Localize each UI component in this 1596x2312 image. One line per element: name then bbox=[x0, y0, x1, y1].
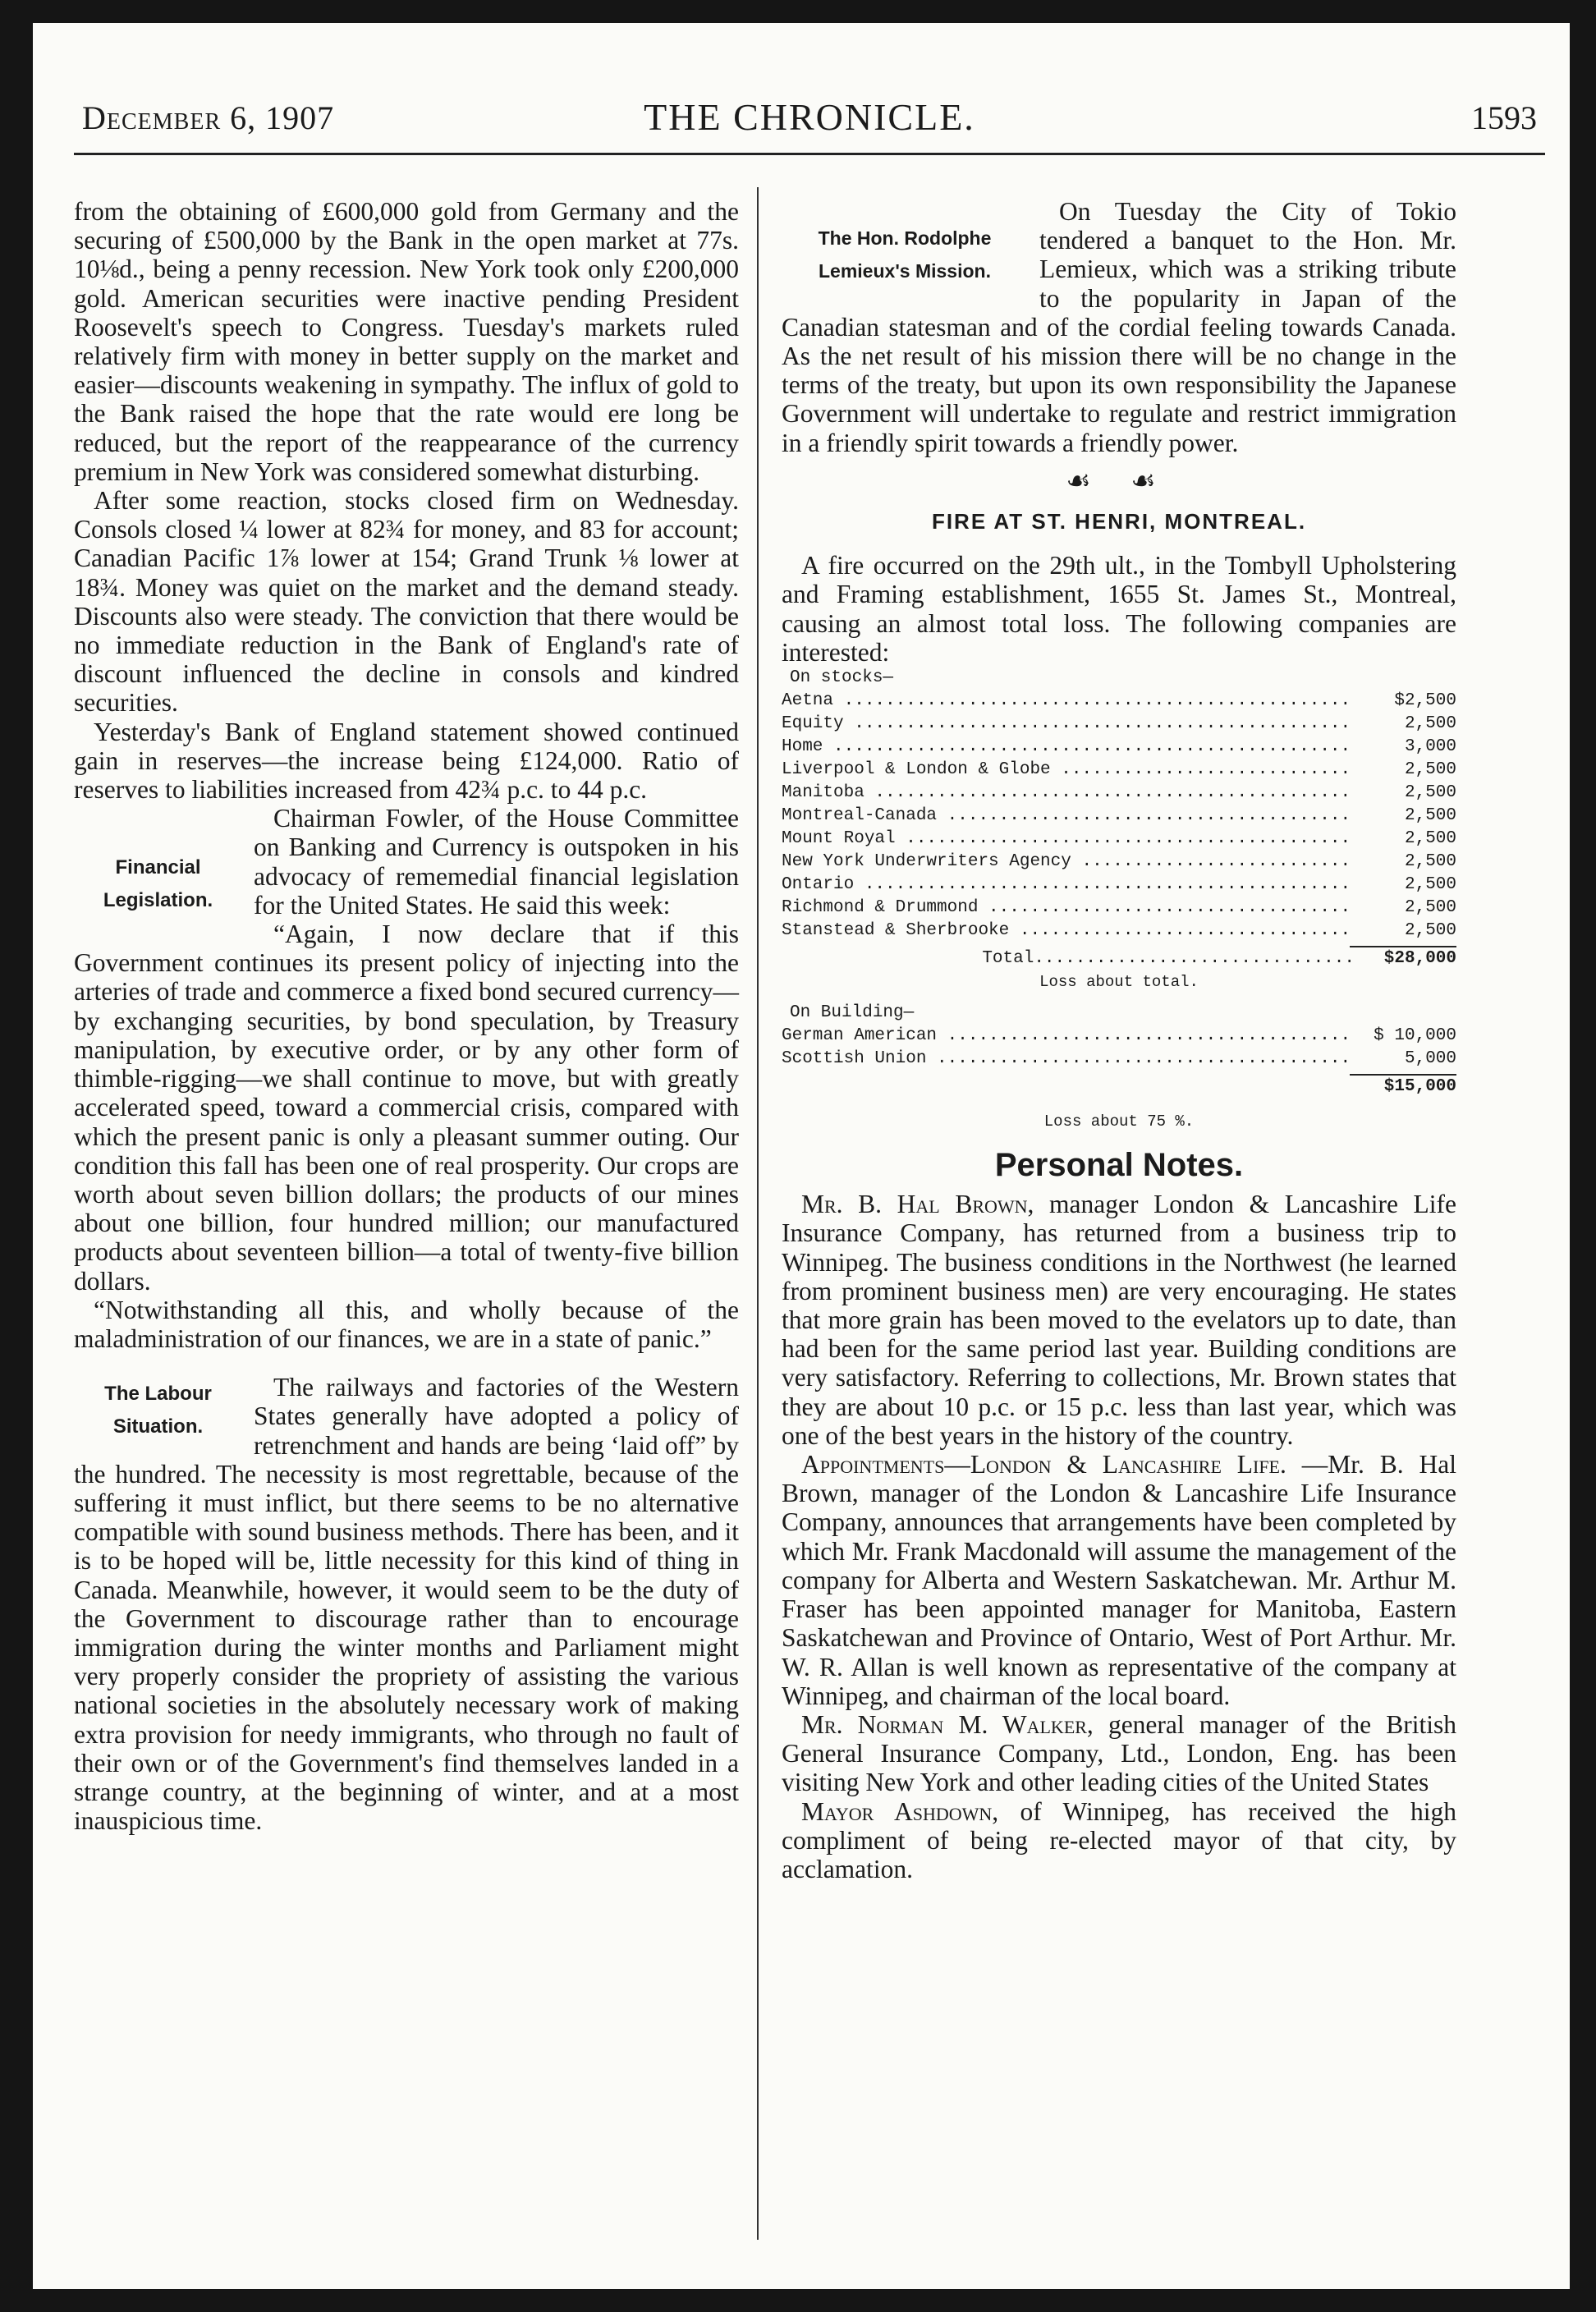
table-row bbox=[782, 874, 1456, 897]
table-section-label: On stocks— bbox=[790, 668, 894, 688]
sidehead-lemieux-mission: The Hon. Rodolphe Lemieux's Mission. bbox=[818, 227, 992, 282]
page-header bbox=[82, 90, 1537, 148]
company-name: German American ..... bbox=[782, 1025, 1355, 1048]
personal-notes-heading: Personal Notes. bbox=[994, 1147, 1244, 1184]
table-row bbox=[782, 1048, 1456, 1071]
company-name: Equity ..... bbox=[782, 713, 1355, 736]
company-name: Montreal-Canada ..... bbox=[782, 805, 1355, 828]
ornament: ☙ ☙ bbox=[1066, 466, 1172, 497]
table-row bbox=[782, 736, 1456, 759]
sidehead-financial-legislation: Financial Legislation. bbox=[103, 856, 213, 912]
paragraph: “Again, I now declare that if this Government continues its present policy of injecting into the arteries of trade and commerce a fixed bond secured currency—by exchanging securities, by bond speculation, by Treasury manipulation, by executive order, or by any other form of thimble-rigging—we shall continue to move, but with greatly accelerated speed, toward a commercial crisis, compared with which the present panic is only a pleasant summer outing. Our condition this fall has been one of real prosperity. Our crops are worth about seven billion dollars; the products of our mines about one billion, four hundred million; our manufactured products about seventeen billion—a total of twenty-five billion dollars. bbox=[74, 920, 739, 1296]
company-amount: 2,500 bbox=[1404, 921, 1456, 941]
table-section-label: On Building— bbox=[790, 1003, 915, 1023]
newspaper-page bbox=[33, 23, 1570, 2289]
paragraph: After some reaction, stocks closed firm on Wednesday. Consols closed ¼ lower at 82¾ for money, and 83 for account; Canadian Pacific 1⅞ lower at 154; Grand Trunk ⅛ lower at 18¾. Money was quiet on the market and the demand steady. Discounts also were steady. The conviction that there would be no immediate reduction in the Bank of England's rate of discount influenced the decline in consols and kindred securities. bbox=[74, 486, 739, 718]
note-paragraph: Mr. B. Hal Brown, manager London & Lancashire Life Insurance Company, has returned from a business trip to Winnipeg. The business conditions in the Northwest (he learned from prominent business men) are very encouraging. He states that more grain has been moved to the evelators up to date, than had been for the same period last year. Building conditions are very satisfactory. Referring to collections, Mr. Brown states that they are about 10 p.c. or 15 p.c. less than last year, which was one of the best years in the history of the country. bbox=[782, 1190, 1456, 1450]
note-paragraph: Mayor Ashdown, of Winnipeg, has received the high compliment of being re-elected mayor of that city, by acclamation. bbox=[782, 1796, 1456, 1883]
company-name: New York Underwriters Agency ..... bbox=[782, 851, 1355, 874]
company-name: Scottish Union ..... bbox=[782, 1048, 1355, 1071]
paragraph: Yesterday's Bank of England statement showed continued gain in reserves—the increase being £124,000. Ratio of reserves to liabilities increased from 42¾ p.c. to 44 p.c. bbox=[74, 717, 739, 805]
total-label: Total............................... bbox=[982, 949, 1355, 969]
column-divider bbox=[757, 187, 759, 2240]
company-name: Home ..... bbox=[782, 736, 1355, 759]
company-name: Stanstead & Sherbrooke ..... bbox=[782, 920, 1355, 943]
total-amount: $28,000 bbox=[1383, 949, 1456, 969]
loss-note: Loss about total. bbox=[1039, 973, 1199, 992]
total-row bbox=[782, 947, 1456, 970]
loss-note: Loss about 75 %. bbox=[1043, 1112, 1195, 1131]
issue-date: December 6, 1907 bbox=[82, 99, 335, 136]
total-row bbox=[782, 1076, 1456, 1099]
paragraph: A fire occurred on the 29th ult., in the Tombyll Upholstering and Framing establishment, 1655 St. James St., Montreal, causing an almost total loss. The following companies are interested: bbox=[782, 551, 1456, 667]
sidehead-labour-situation: The Labour Situation. bbox=[104, 1383, 212, 1438]
publication-title: THE CHRONICLE. bbox=[644, 96, 975, 138]
table-row bbox=[782, 920, 1456, 943]
company-amount: 5,000 bbox=[1404, 1049, 1456, 1069]
company-name: Manitoba ..... bbox=[782, 782, 1355, 805]
stocks-rows bbox=[782, 690, 1456, 943]
fire-heading: FIRE AT ST. HENRI, MONTREAL. bbox=[931, 509, 1307, 534]
company-amount: 2,500 bbox=[1404, 714, 1456, 734]
company-name: Richmond & Drummond ..... bbox=[782, 897, 1355, 920]
paragraph: On Tuesday the City of Tokio tendered a banquet to the Hon. Mr. Lemieux, which was a striking tribute to the popularity in Japan of the Canadian statesman and of the cordial feeling towards Canada. As the net result of his mission there will be no change in the terms of the treaty, but upon its own responsibility the Japanese Government will undertake to regulate and restrict immigration in a friendly spirit towards a friendly power. bbox=[782, 197, 1456, 457]
table-row bbox=[782, 851, 1456, 874]
company-amount: $ 10,000 bbox=[1374, 1026, 1456, 1046]
paragraph: “Notwithstanding all this, and wholly because of the maladministration of our finances, we are in a state of panic.” bbox=[74, 1295, 739, 1353]
left-column bbox=[74, 197, 739, 1835]
page-number: 1593 bbox=[1471, 99, 1537, 136]
company-amount: 2,500 bbox=[1404, 875, 1456, 895]
company-amount: 3,000 bbox=[1404, 737, 1456, 757]
paragraph: from the obtaining of £600,000 gold from Germany and the securing of £500,000 by the Bank in the open market at 77s. 10⅛d., being a penny recession. New York took only £200,000 gold. American securities were inactive pending President Roosevelt's speech to Congress. Tuesday's markets ruled relatively firm with money in better supply on the market and easier—discounts weakening in sympathy. The influx of gold to the Bank raised the hope that the rate would ere long be reduced, but the report of the reappearance of the currency premium in New York was considered somewhat disturbing. bbox=[74, 197, 739, 486]
company-amount: 2,500 bbox=[1404, 783, 1456, 803]
company-amount: 2,500 bbox=[1404, 760, 1456, 780]
company-amount: $2,500 bbox=[1394, 691, 1456, 711]
paragraph: The railways and factories of the Western States generally have adopted a policy of retrenchment and hands are being ‘laid off” by the hundred. The necessity is most regrettable, because of the suffering it must inflict, but there seems to be no alternative compatible with sound business methods. There has been, and it is to be hoped will be, little necessity for this kind of thing in Canada. Meanwhile, however, it would seem to be the duty of the Government to discourage rather than to encourage immigration during the winter months and Parliament might very properly consider the propriety of assisting the various national societies in the absolutely necessary work of making extra provision for needy immigrants, who through no fault of their own or of the Government's find themselves landed in a strange country, at the beginning of winter, and at a most inauspicious time. bbox=[74, 1373, 739, 1836]
paragraph: Chairman Fowler, of the House Committee on Banking and Currency is outspoken in his advocacy of rememedial financial legislation for the United States. He said this week: bbox=[254, 804, 739, 920]
table-row bbox=[782, 828, 1456, 851]
company-amount: 2,500 bbox=[1404, 829, 1456, 849]
company-name: Aetna ..... bbox=[782, 690, 1355, 713]
note-paragraph: Mr. Norman M. Walker, general manager of the British General Insurance Company, Ltd., London, Eng. has been visiting New York and other leading cities of the United States bbox=[782, 1709, 1457, 1797]
note-paragraph: Appointments—London & Lancashire Life. —Mr. B. Hal Brown, manager of the London & Lancashire Life Insurance Company, announces that arrangements have been completed by which Mr. Frank Macdonald will assume the management of the company for Alberta and Western Saskatchewan. Mr. Arthur M. Fraser has been appointed manager for Manitoba, Eastern Saskatchewan and Province of Ontario, West of Port Arthur. Mr. W. R. Allan is well known as representative of the company at Winnipeg, and chairman of the local board. bbox=[782, 1450, 1456, 1710]
company-name: Ontario ..... bbox=[782, 874, 1355, 897]
table-row bbox=[782, 759, 1456, 782]
company-name: Liverpool & London & Globe ..... bbox=[782, 759, 1355, 782]
insurance-table bbox=[782, 667, 1456, 1133]
company-name: Mount Royal ..... bbox=[782, 828, 1355, 851]
company-amount: 2,500 bbox=[1404, 852, 1456, 872]
building-rows bbox=[782, 1025, 1456, 1071]
total-amount: $15,000 bbox=[1383, 1077, 1456, 1097]
right-column bbox=[782, 197, 1456, 1883]
company-amount: 2,500 bbox=[1404, 806, 1456, 826]
table-row bbox=[782, 805, 1456, 828]
company-amount: 2,500 bbox=[1404, 898, 1456, 918]
table-row bbox=[782, 897, 1456, 920]
table-row bbox=[782, 782, 1456, 805]
table-row bbox=[782, 690, 1456, 713]
table-row bbox=[782, 1025, 1456, 1048]
table-row bbox=[782, 713, 1456, 736]
header-rule bbox=[74, 153, 1545, 155]
